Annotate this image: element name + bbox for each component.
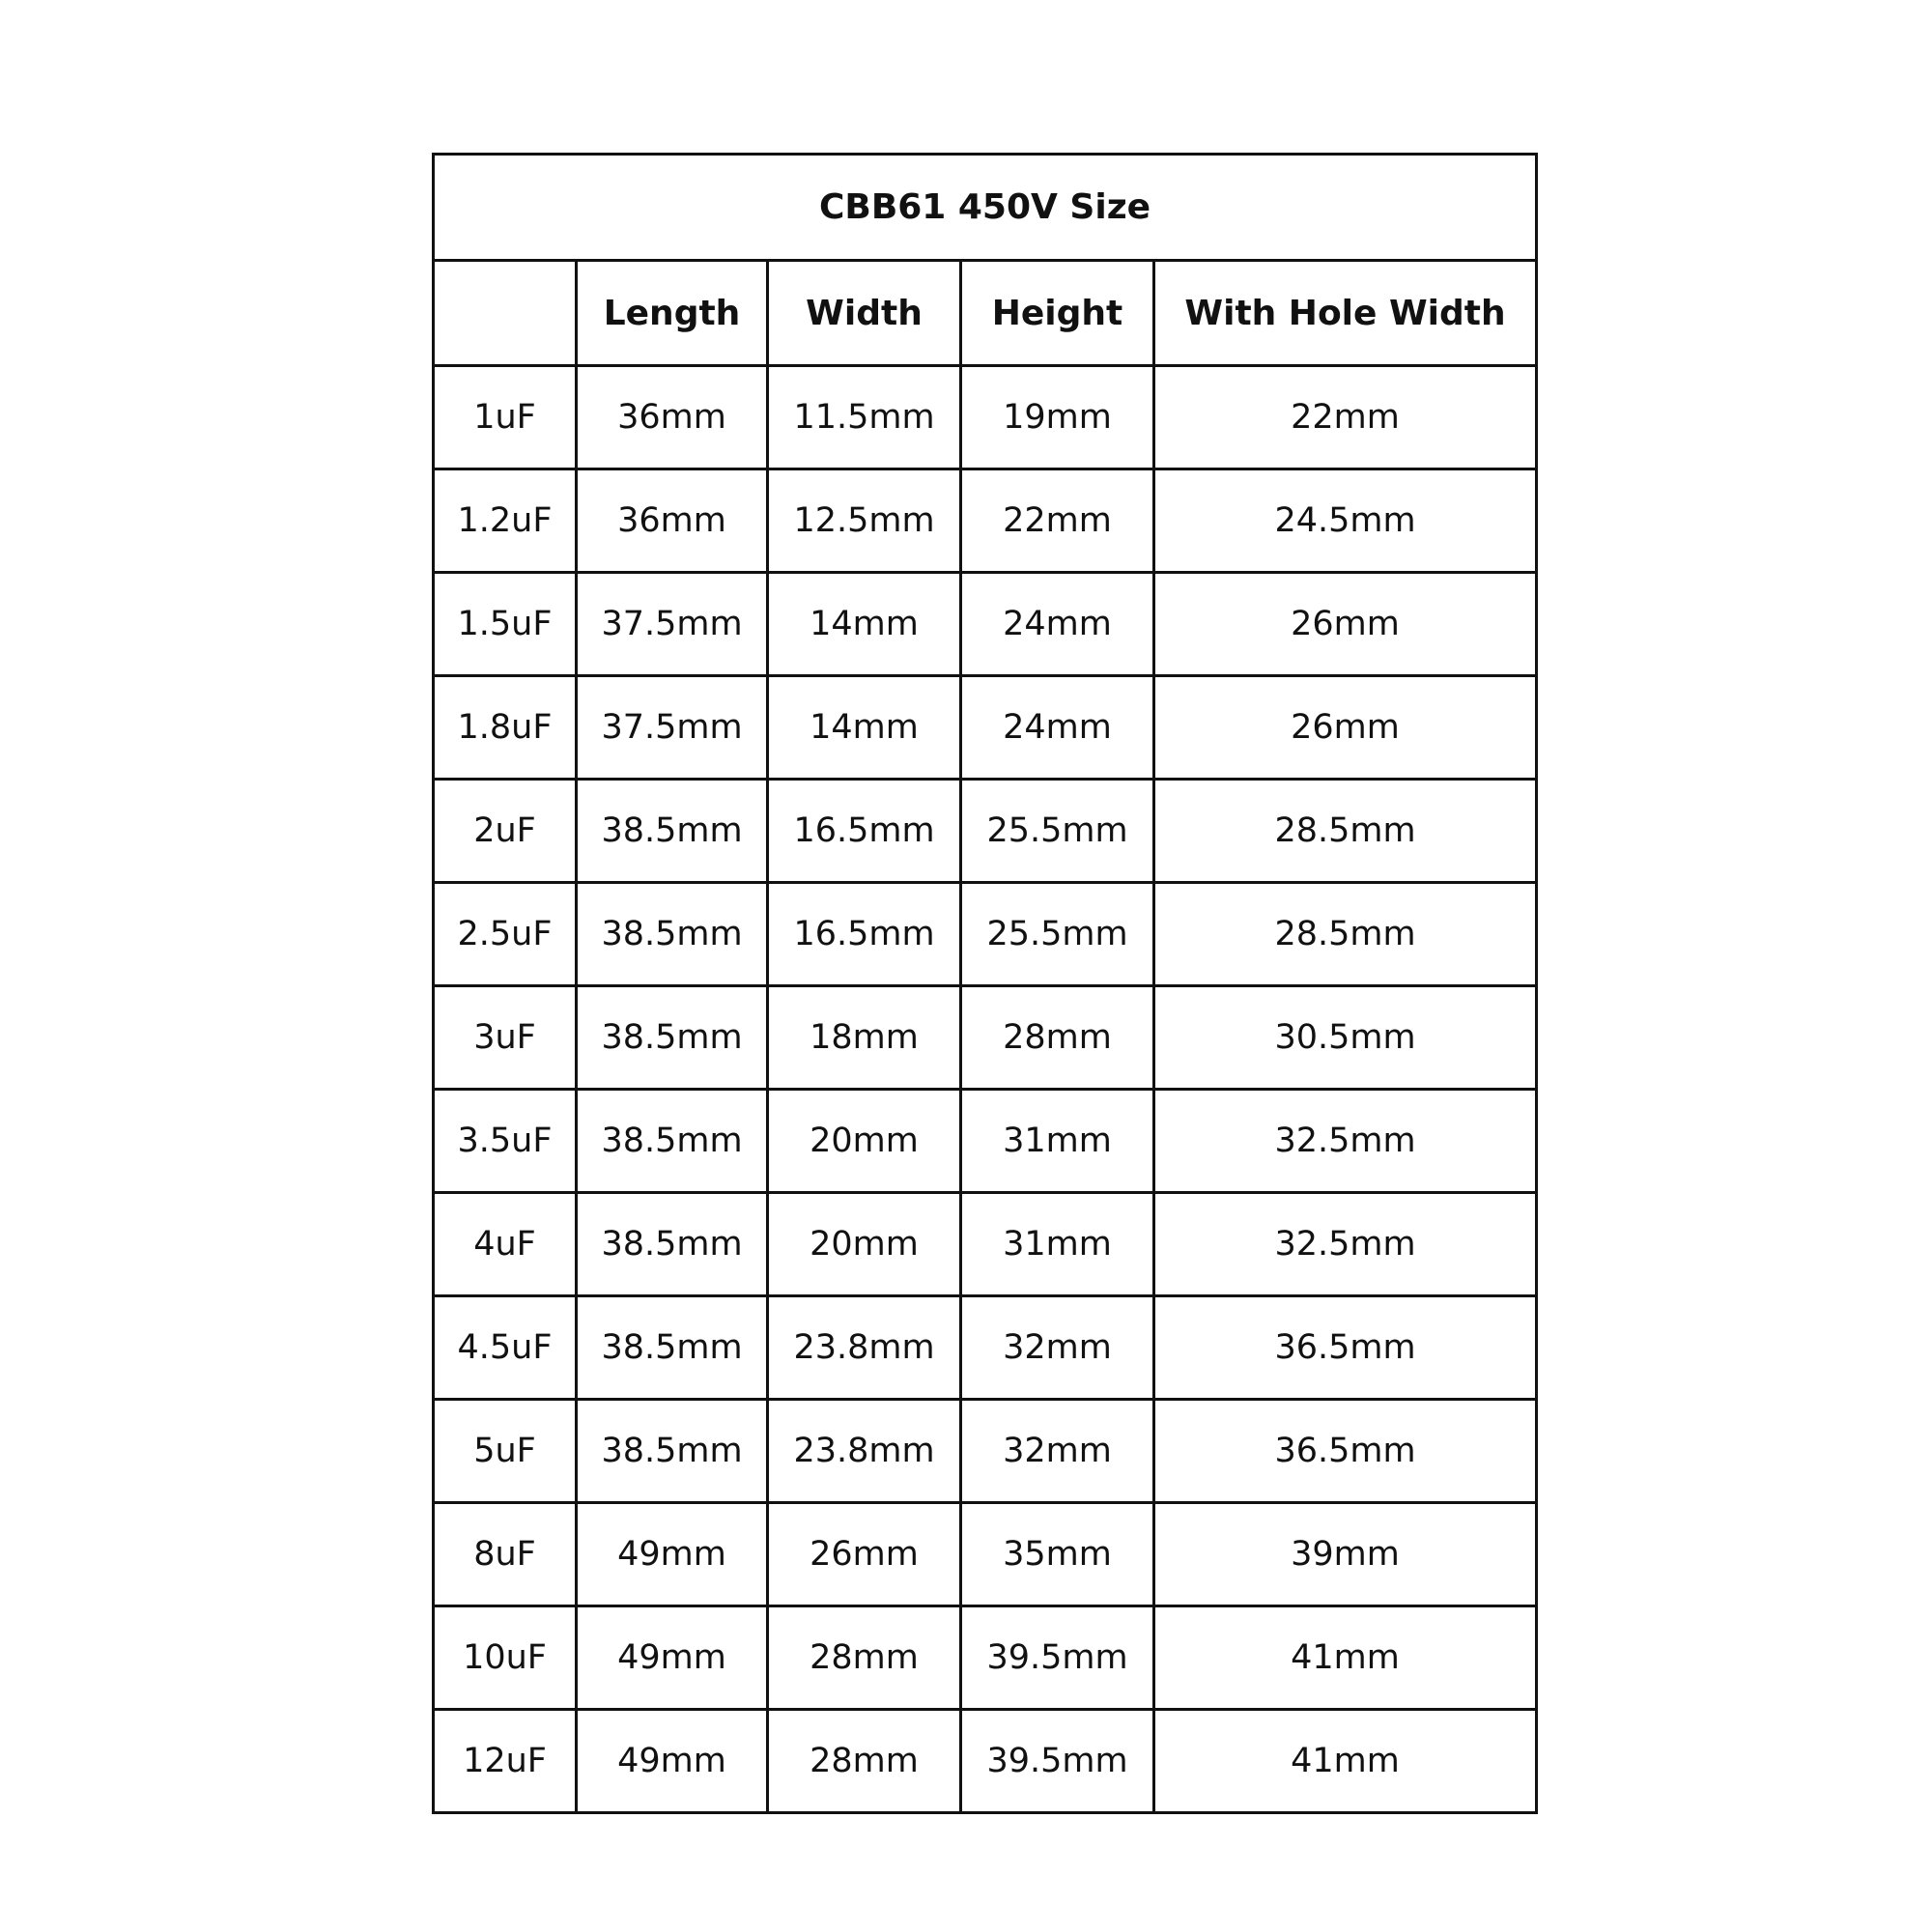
capacitance-cell: 1.2uF: [434, 469, 577, 573]
capacitance-cell: 1uF: [434, 366, 577, 469]
height-cell: 32mm: [961, 1296, 1154, 1400]
capacitance-cell: 8uF: [434, 1503, 577, 1606]
capacitance-cell: 3.5uF: [434, 1090, 577, 1193]
table-row: [434, 780, 1537, 883]
table-body: [434, 366, 1537, 1813]
table-row: [434, 676, 1537, 780]
capacitance-cell: 2.5uF: [434, 883, 577, 986]
length-cell: 38.5mm: [577, 986, 768, 1090]
capacitance-cell: 12uF: [434, 1710, 577, 1813]
length-cell: 38.5mm: [577, 1193, 768, 1296]
length-cell: 49mm: [577, 1710, 768, 1813]
height-cell: 32mm: [961, 1400, 1154, 1503]
width-cell: 23.8mm: [768, 1400, 961, 1503]
table-row: [434, 1296, 1537, 1400]
height-cell: 39.5mm: [961, 1710, 1154, 1813]
hole-width-cell: 32.5mm: [1154, 1090, 1537, 1193]
capacitance-cell: 4uF: [434, 1193, 577, 1296]
column-header-width: Width: [768, 261, 961, 366]
table-row: [434, 1090, 1537, 1193]
width-cell: 26mm: [768, 1503, 961, 1606]
hole-width-cell: 36.5mm: [1154, 1400, 1537, 1503]
capacitance-cell: 4.5uF: [434, 1296, 577, 1400]
hole-width-cell: 26mm: [1154, 676, 1537, 780]
width-cell: 28mm: [768, 1606, 961, 1710]
column-header-length: Length: [577, 261, 768, 366]
length-cell: 37.5mm: [577, 573, 768, 676]
hole-width-cell: 41mm: [1154, 1606, 1537, 1710]
table-row: [434, 1503, 1537, 1606]
hole-width-cell: 30.5mm: [1154, 986, 1537, 1090]
hole-width-cell: 22mm: [1154, 366, 1537, 469]
width-cell: 11.5mm: [768, 366, 961, 469]
width-cell: 14mm: [768, 573, 961, 676]
length-cell: 38.5mm: [577, 1090, 768, 1193]
table-header-row: [434, 261, 1537, 366]
width-cell: 18mm: [768, 986, 961, 1090]
height-cell: 35mm: [961, 1503, 1154, 1606]
hole-width-cell: 36.5mm: [1154, 1296, 1537, 1400]
table-title-row: [434, 155, 1537, 261]
width-cell: 23.8mm: [768, 1296, 961, 1400]
capacitor-size-table: [432, 153, 1538, 1814]
height-cell: 25.5mm: [961, 883, 1154, 986]
width-cell: 20mm: [768, 1193, 961, 1296]
height-cell: 22mm: [961, 469, 1154, 573]
hole-width-cell: 39mm: [1154, 1503, 1537, 1606]
hole-width-cell: 41mm: [1154, 1710, 1537, 1813]
column-header-hole-width: With Hole Width: [1154, 261, 1537, 366]
table-row: [434, 1193, 1537, 1296]
width-cell: 16.5mm: [768, 883, 961, 986]
height-cell: 24mm: [961, 573, 1154, 676]
width-cell: 28mm: [768, 1710, 961, 1813]
length-cell: 38.5mm: [577, 1400, 768, 1503]
hole-width-cell: 28.5mm: [1154, 883, 1537, 986]
height-cell: 39.5mm: [961, 1606, 1154, 1710]
length-cell: 38.5mm: [577, 883, 768, 986]
height-cell: 28mm: [961, 986, 1154, 1090]
height-cell: 31mm: [961, 1193, 1154, 1296]
table-row: [434, 986, 1537, 1090]
capacitance-cell: 1.8uF: [434, 676, 577, 780]
height-cell: 24mm: [961, 676, 1154, 780]
width-cell: 12.5mm: [768, 469, 961, 573]
column-header-capacitance: [434, 261, 577, 366]
length-cell: 38.5mm: [577, 780, 768, 883]
hole-width-cell: 28.5mm: [1154, 780, 1537, 883]
width-cell: 14mm: [768, 676, 961, 780]
hole-width-cell: 26mm: [1154, 573, 1537, 676]
width-cell: 16.5mm: [768, 780, 961, 883]
height-cell: 19mm: [961, 366, 1154, 469]
width-cell: 20mm: [768, 1090, 961, 1193]
length-cell: 37.5mm: [577, 676, 768, 780]
table-row: [434, 366, 1537, 469]
capacitance-cell: 5uF: [434, 1400, 577, 1503]
capacitance-cell: 1.5uF: [434, 573, 577, 676]
column-header-height: Height: [961, 261, 1154, 366]
capacitance-cell: 10uF: [434, 1606, 577, 1710]
hole-width-cell: 24.5mm: [1154, 469, 1537, 573]
table-title: CBB61 450V Size: [434, 155, 1537, 261]
table-row: [434, 573, 1537, 676]
length-cell: 36mm: [577, 469, 768, 573]
height-cell: 25.5mm: [961, 780, 1154, 883]
table-row: [434, 1606, 1537, 1710]
capacitance-cell: 3uF: [434, 986, 577, 1090]
capacitance-cell: 2uF: [434, 780, 577, 883]
table-row: [434, 1710, 1537, 1813]
length-cell: 38.5mm: [577, 1296, 768, 1400]
hole-width-cell: 32.5mm: [1154, 1193, 1537, 1296]
height-cell: 31mm: [961, 1090, 1154, 1193]
length-cell: 36mm: [577, 366, 768, 469]
table-row: [434, 1400, 1537, 1503]
table-row: [434, 469, 1537, 573]
table-row: [434, 883, 1537, 986]
length-cell: 49mm: [577, 1606, 768, 1710]
length-cell: 49mm: [577, 1503, 768, 1606]
